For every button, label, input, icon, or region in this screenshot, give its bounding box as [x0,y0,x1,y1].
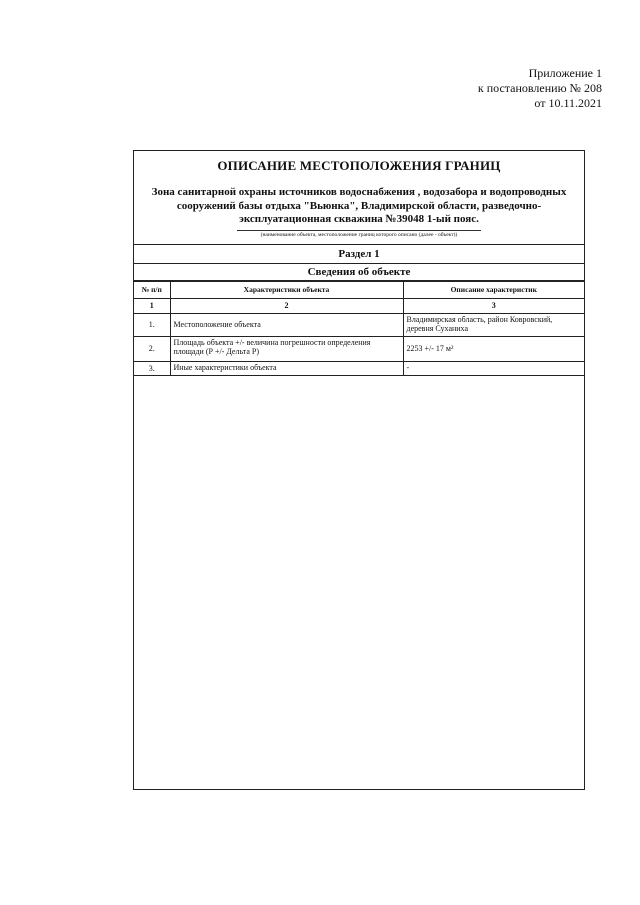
row-value: Владимирская область, район Ковровский, деревня Суханиха [403,313,584,336]
row-number: 2. [134,336,170,361]
header-description: Описание характеристик [403,281,584,298]
info-header: Сведения об объекте [134,264,584,281]
row-property: Площадь объекта +/- величина погрешности определения площади (Р +/- Дельта Р) [170,336,403,361]
row-property: Иные характеристики объекта [170,361,403,375]
resolution-date: от 10.11.2021 [534,96,602,110]
object-caption: (наименование объекта, местоположение границ которого описано (далее - объект)) [237,230,481,238]
appendix-number: Приложение 1 [528,66,602,80]
column-number: 2 [170,298,403,313]
row-value: - [403,361,584,375]
table-row [134,361,584,375]
header-number: № п/п [134,281,170,298]
object-description: Зона санитарной охраны источников водоснабжения , водозабора и водопроводных сооружений базы отдыха "Вьюнка", Владимирской области, разведочно-эксплуатационная скважина №39048 1-ый пояс. [151,186,567,225]
table-row [134,336,584,361]
object-properties-table [134,281,584,376]
table-row [134,313,584,336]
row-property: Местоположение объекта [170,313,403,336]
table-header-row [134,281,584,298]
section-title: Раздел 1 [134,244,584,264]
document-frame [133,150,585,790]
header-property: Характеристики объекта [170,281,403,298]
row-value: 2253 +/- 17 м² [403,336,584,361]
column-numbers-row [134,298,584,313]
column-number: 1 [134,298,170,313]
column-number: 3 [403,298,584,313]
resolution-number: к постановлению № 208 [477,81,602,95]
document-title: ОПИСАНИЕ МЕСТОПОЛОЖЕНИЯ ГРАНИЦ [217,158,501,173]
row-number: 1. [134,313,170,336]
row-number: 3. [134,361,170,375]
appendix-reference [478,66,602,111]
